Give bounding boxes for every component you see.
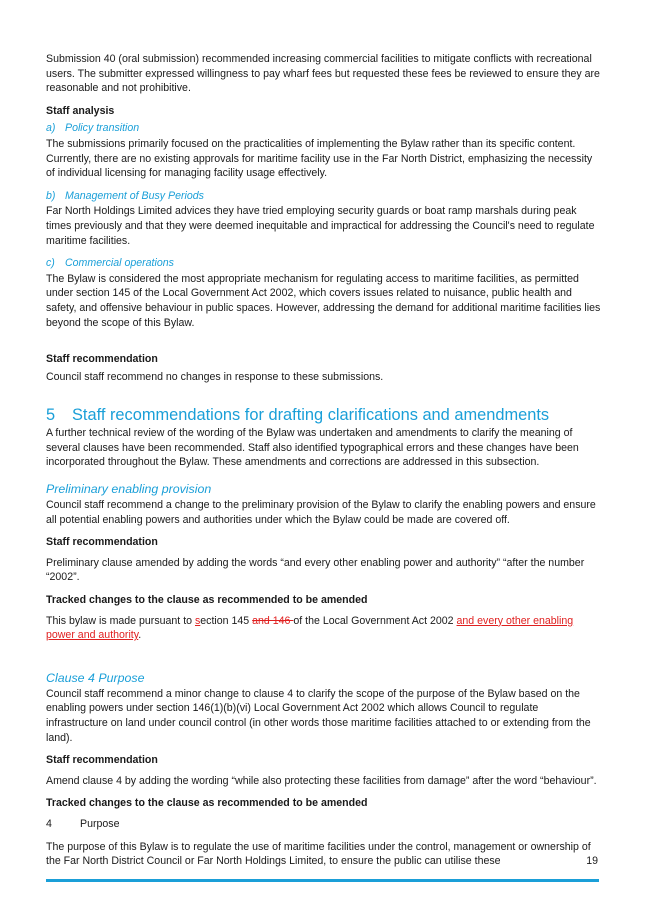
busy-periods-paragraph: Far North Holdings Limited advices they have tried employing security guards or boat ramp marshals during peak times previously and that they were deemed inequitable and impractical for addressing the Council's need to regulate maritime facilities. [46,205,595,247]
clause-4-number-title [46,817,602,832]
preliminary-tracked-heading: Tracked changes to the clause as recommended to be amended [46,594,368,607]
tracked-text: . [138,629,142,642]
document-page [46,52,602,869]
staff-recommendation-heading: Staff recommendation [46,353,158,366]
subheading-busy-periods [46,189,602,204]
subheading-letter: c) [46,257,55,270]
intro-paragraph: Submission 40 (oral submission) recommended increasing commercial facilities to mitigate conflicts with recreational users. The submitter expressed willingness to pay wharf fees but requested these fees be reviewed to ensure they are reasonable and not prohibitive. [46,53,600,95]
clause-4-recommendation-text: Amend clause 4 by adding the wording “while also protecting these facilities from damage” after the word “behaviour”. [46,774,597,787]
page-number: 19 [586,855,598,867]
section-5-paragraph: A further technical review of the wording of the Bylaw was undertaken and amendments to clarify the meaning of several clauses have been recommended. Staff also identified typographical errors and these changes have been incorporated throughout the Bylaw. These amendments and corrections are addressed in this subsection. [46,427,579,469]
subheading-letter: b) [46,189,56,202]
section-5-heading [46,406,602,424]
clause-4-tracked-heading: Tracked changes to the clause as recommended to be amended [46,797,368,810]
clause-4-paragraph: Council staff recommend a minor change to clause 4 to clarify the scope of the purpose of the Bylaw based on the enabling powers under section 146(1)(b)(vi) Local Government Act 2002 which allows Council to regulate infrastructure on land under council control (in other words those maritime facilities attached to or extending from the land). [46,687,591,744]
staff-analysis-heading: Staff analysis [46,104,115,117]
staff-recommendation-text: Council staff recommend no changes in response to these submissions. [46,370,384,383]
preliminary-recommendation-heading: Staff recommendation [46,536,158,549]
subheading-policy-transition [46,121,602,136]
commercial-operations-paragraph: The Bylaw is considered the most appropriate mechanism for regulating access to maritime facilities, as permitted under section 145 of the Local Government Act 2002, which covers issues related to nuisance, public health and safety, and offensive behaviour in public spaces. However, addressing the demand for additional maritime facilities lies beyond the scope of this Bylaw. [46,272,601,329]
policy-transition-paragraph: The submissions primarily focused on the practicalities of implementing the Bylaw rather than its specific content. Currently, there are no existing approvals for maritime facility use in the Far North District, emphasizing the necessity of individual licensing for managing facility usage effectively. [46,137,593,180]
tracked-insertion: and every other enabling power and authority [46,614,574,642]
subheading-title: Policy transition [65,122,140,135]
tracked-deletion: and 146 [252,614,294,627]
tracked-text: This bylaw is made pursuant to [46,614,195,627]
subheading-title: Commercial operations [65,257,174,270]
subheading-commercial-operations [46,256,602,271]
tracked-insertion: s [194,614,201,627]
section-title: Staff recommendations for drafting clarifications and amendments [72,406,550,425]
section-number: 5 [46,406,56,425]
preliminary-provision-heading: Preliminary enabling provision [46,482,212,497]
preliminary-provision-paragraph: Council staff recommend a change to the preliminary provision of the Bylaw to clarify the enabling powers and ensure all potential enabling powers and authorities under which the Bylaw could be made are covered off. [46,499,596,526]
clause-4-recommendation-heading: Staff recommendation [46,754,158,767]
tracked-text: ection 145 [200,614,253,627]
subheading-title: Management of Busy Periods [65,189,204,202]
clause-number: 4 [46,817,52,830]
clause-4-text: The purpose of this Bylaw is to regulate the use of maritime facilities under the control, management or ownership of the Far North District Council or Far North Holdings Limited, to ensure the public can utilise these [46,840,591,868]
tracked-text: of the Local Government Act 2002 [293,614,457,627]
preliminary-recommendation-text: Preliminary clause amended by adding the words “and every other enabling power and authority” “after the number “2002”. [46,556,585,584]
clause-title: Purpose [80,817,120,830]
footer-rule [46,879,599,882]
preliminary-tracked-clause [46,614,602,643]
clause-4-heading: Clause 4 Purpose [46,670,145,685]
subheading-letter: a) [46,122,56,135]
